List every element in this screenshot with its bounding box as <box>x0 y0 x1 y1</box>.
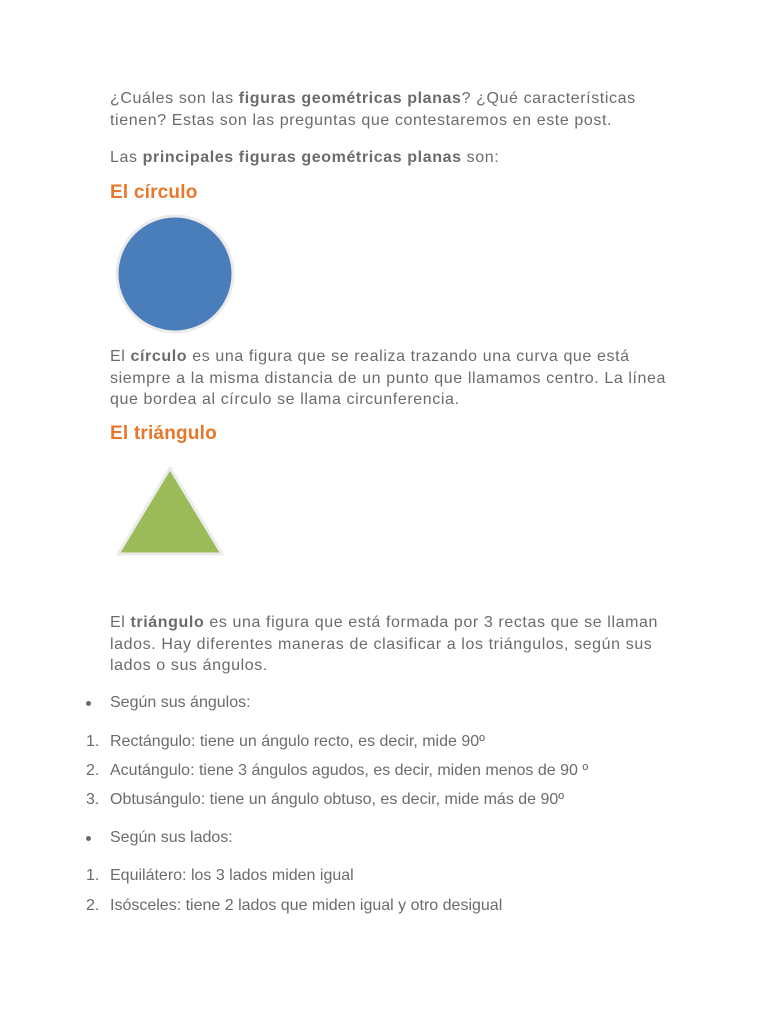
intro-text: ¿Cuáles son las <box>110 90 239 107</box>
list-number: 2. <box>86 762 100 779</box>
triangle-desc-text: El <box>110 614 131 631</box>
triangle-description <box>110 612 670 677</box>
green-triangle-shape <box>118 468 222 554</box>
list-item-acutangulo: Acutángulo: tiene 3 ángulos agudos, es decir, miden menos de 90 º <box>110 762 589 779</box>
list-item-equilatero: Equilátero: los 3 lados miden igual <box>110 867 354 884</box>
circle-heading: El círculo <box>110 182 198 203</box>
list-item-rectangulo: Rectángulo: tiene un ángulo recto, es decir, mide 90º <box>110 733 485 750</box>
circle-description <box>110 346 670 411</box>
circle-desc-text: El <box>110 348 131 365</box>
angles-group-title: Según sus ángulos: <box>110 694 251 711</box>
intro-statement-text: Las <box>110 149 143 166</box>
triangle-desc-tail: es una figura que está formada por 3 rectas que se llaman lados. Hay diferentes maneras de clasificar a los triángulos, según sus lados o sus ángulos. <box>110 614 659 674</box>
intro-text-tail: ? ¿Qué características tienen? Estas son las preguntas que contestaremos en este post. <box>110 90 636 129</box>
blue-circle-shape <box>117 216 233 332</box>
triangle-desc-bold: triángulo <box>130 614 205 631</box>
list-number: 3. <box>86 791 100 808</box>
circle-desc-bold: círculo <box>130 348 188 365</box>
intro-statement <box>110 147 670 169</box>
sides-group-title: Según sus lados: <box>110 829 233 846</box>
bullet-dot <box>86 701 91 706</box>
intro-statement-bold: principales figuras geométricas planas <box>142 149 462 166</box>
triangle-figure <box>112 462 230 562</box>
list-number: 2. <box>86 897 100 914</box>
intro-bold: figuras geométricas planas <box>238 90 462 107</box>
intro-statement-tail: son: <box>461 149 500 166</box>
bullet-dot <box>86 836 91 841</box>
circle-desc-tail: es una figura que se realiza trazando una curva que está siempre a la misma distancia de un punto que llamamos centro. La línea que bordea al círculo se llama circunferencia. <box>110 348 667 408</box>
list-item-obtusangulo: Obtusángulo: tiene un ángulo obtuso, es decir, mide más de 90º <box>110 791 565 808</box>
intro-question <box>110 88 670 131</box>
triangle-heading: El triángulo <box>110 423 217 444</box>
list-number: 1. <box>86 733 100 750</box>
list-item-isosceles: Isósceles: tiene 2 lados que miden igual y otro desigual <box>110 897 503 914</box>
circle-figure <box>112 214 240 336</box>
list-number: 1. <box>86 867 100 884</box>
